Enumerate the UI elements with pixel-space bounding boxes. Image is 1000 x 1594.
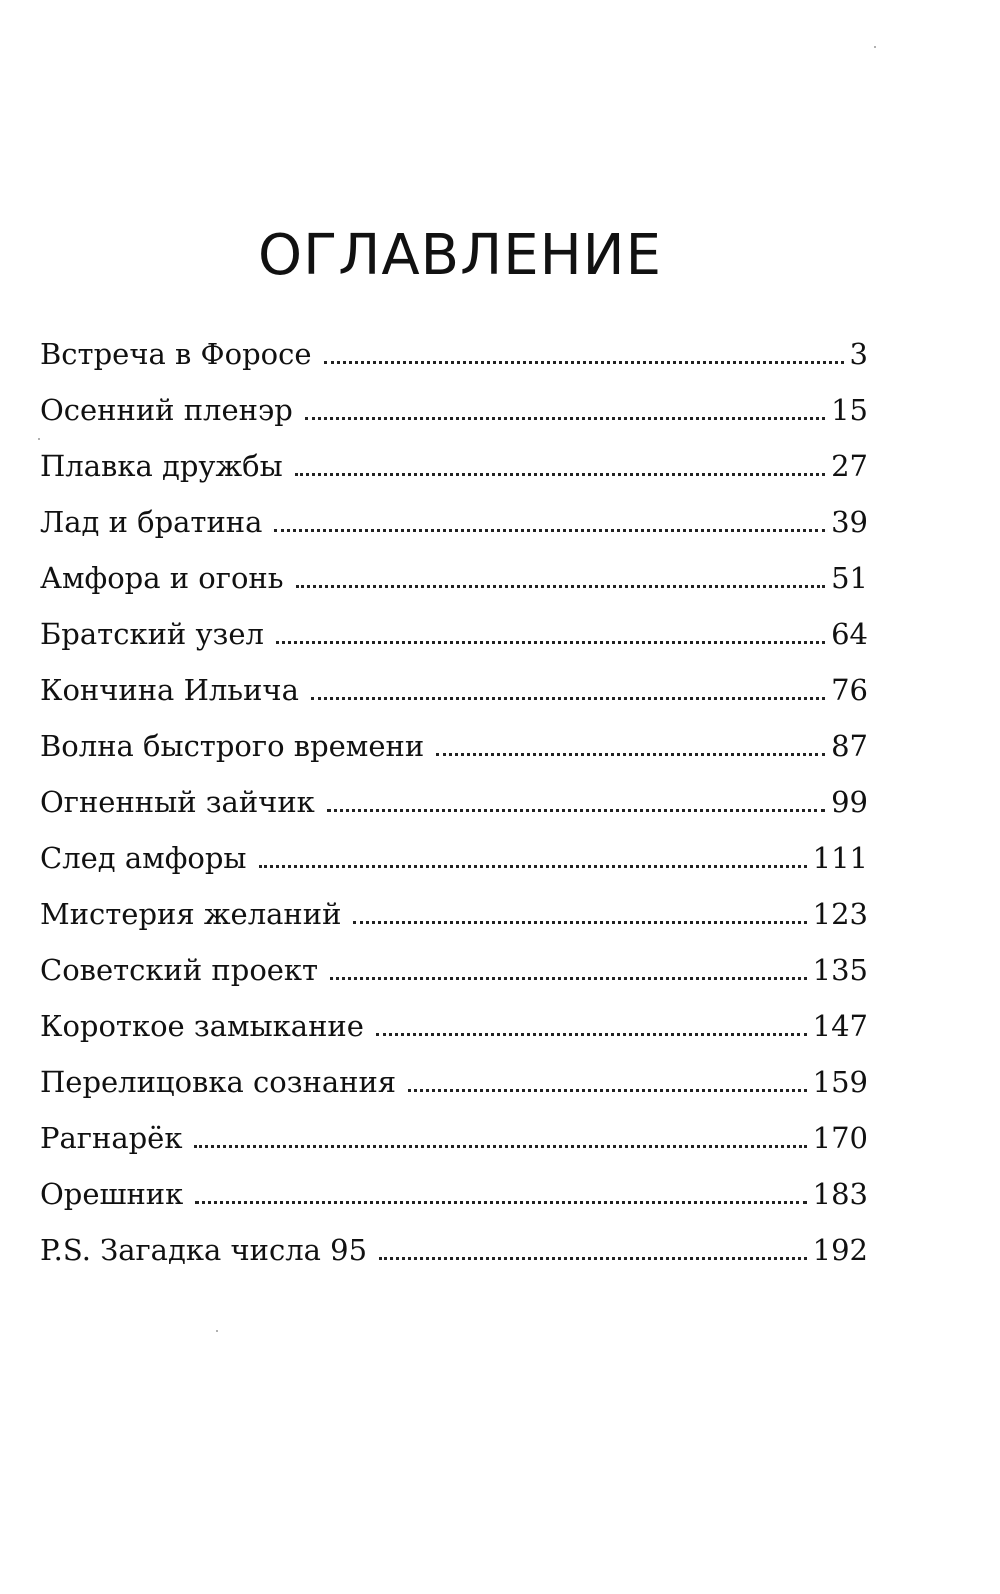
dot-leader (408, 1089, 807, 1092)
toc-entry-title: Лад и братина (40, 505, 263, 539)
page-title: ОГЛАВЛЕНИЕ (258, 223, 662, 288)
toc-entry-title: Рагнарёк (40, 1121, 183, 1155)
toc-entry-title: Волна быстрого времени (40, 729, 425, 763)
toc-entry-page: 15 (831, 393, 868, 427)
toc-entry (40, 722, 868, 778)
toc-entry-page: 99 (831, 785, 868, 819)
toc-entry (40, 1226, 868, 1282)
toc-entry-title: Огненный зайчик (40, 785, 315, 819)
toc-entry-page: 27 (831, 449, 868, 483)
dot-leader (295, 473, 825, 476)
paper-speck (216, 1330, 218, 1332)
toc-entry-page: 51 (831, 561, 868, 595)
dot-leader (353, 921, 806, 924)
toc-entry (40, 1114, 868, 1170)
toc-entry (40, 498, 868, 554)
toc-entry-page: 87 (831, 729, 868, 763)
toc-entry-title: Короткое замыкание (40, 1009, 364, 1043)
table-of-contents (40, 330, 868, 1282)
toc-entry (40, 1170, 868, 1226)
toc-entry (40, 890, 868, 946)
toc-entry-page: 183 (812, 1177, 868, 1211)
toc-entry-page: 64 (831, 617, 868, 651)
paper-speck (874, 46, 876, 48)
dot-leader (324, 361, 844, 364)
toc-entry-title: Перелицовка сознания (40, 1065, 397, 1099)
toc-entry-page: 3 (849, 337, 868, 371)
toc-entry (40, 946, 868, 1002)
dot-leader (274, 529, 825, 532)
toc-entry-title: Кончина Ильича (40, 673, 299, 707)
toc-entry (40, 442, 868, 498)
toc-entry-title: След амфоры (40, 841, 247, 875)
dot-leader (311, 697, 825, 700)
toc-entry (40, 386, 868, 442)
toc-entry-page: 147 (812, 1009, 868, 1043)
toc-entry-page: 135 (812, 953, 868, 987)
toc-entry-page: 76 (831, 673, 868, 707)
toc-entry-page: 192 (812, 1233, 868, 1267)
dot-leader (379, 1257, 807, 1260)
toc-entry-title: Мистерия желаний (40, 897, 342, 931)
toc-entry (40, 1058, 868, 1114)
dot-leader (276, 641, 825, 644)
toc-entry-page: 111 (812, 841, 868, 875)
dot-leader (305, 417, 825, 420)
dot-leader (194, 1145, 806, 1148)
dot-leader (259, 865, 807, 868)
toc-entry-page: 170 (812, 1121, 868, 1155)
toc-entry-page: 159 (812, 1065, 868, 1099)
toc-entry (40, 610, 868, 666)
toc-entry (40, 666, 868, 722)
toc-entry-title: Осенний пленэр (40, 393, 293, 427)
paper-speck (38, 438, 40, 440)
toc-entry-title: Амфора и огонь (40, 561, 284, 595)
dot-leader (195, 1201, 806, 1204)
toc-entry-page: 123 (812, 897, 868, 931)
toc-entry (40, 330, 868, 386)
toc-entry-title: Встреча в Форосе (40, 337, 312, 371)
toc-entry (40, 1002, 868, 1058)
dot-leader (330, 977, 807, 980)
toc-entry (40, 834, 868, 890)
toc-entry-title: Плавка дружбы (40, 449, 283, 483)
toc-entry (40, 778, 868, 834)
toc-entry (40, 554, 868, 610)
dot-leader (376, 1033, 807, 1036)
toc-entry-title: Орешник (40, 1177, 184, 1211)
dot-leader (436, 753, 825, 756)
toc-entry-title: Советский проект (40, 953, 319, 987)
toc-entry-title: Братский узел (40, 617, 264, 651)
dot-leader (296, 585, 826, 588)
dot-leader (327, 809, 825, 812)
toc-entry-page: 39 (831, 505, 868, 539)
toc-entry-title: P.S. Загадка числа 95 (40, 1233, 368, 1267)
